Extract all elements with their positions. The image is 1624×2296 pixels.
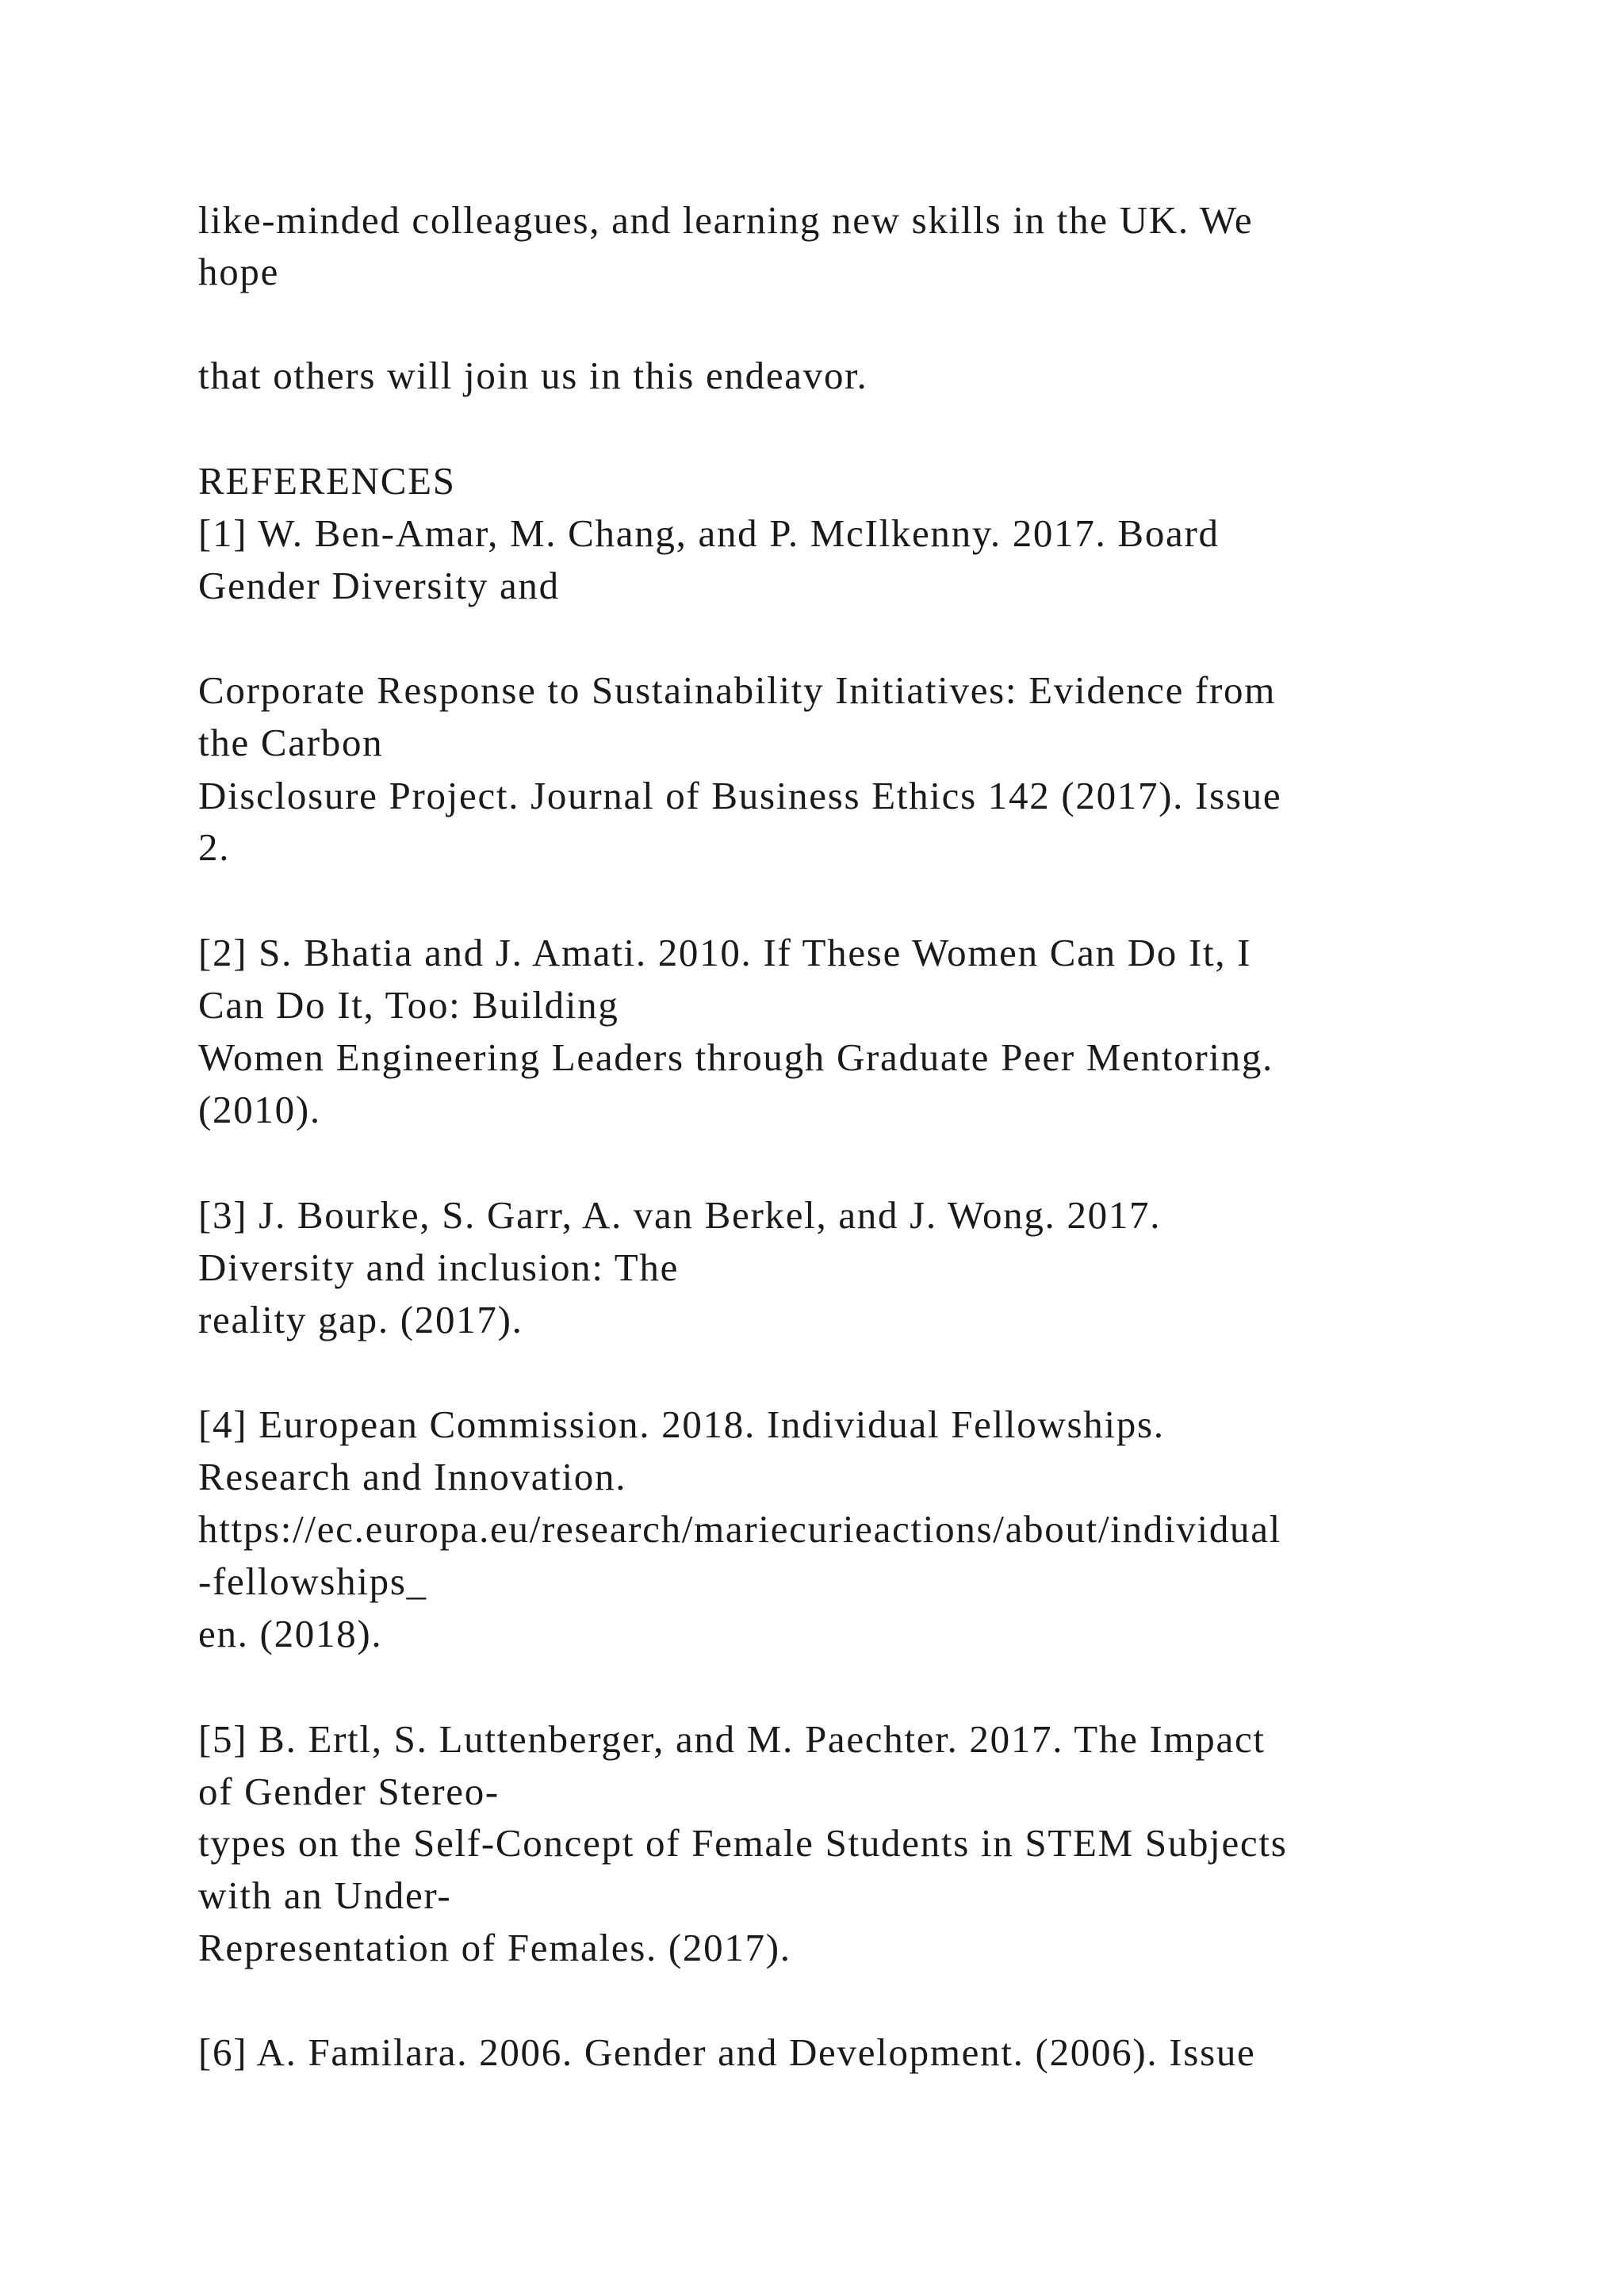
reference-line: Women Engineering Leaders through Graduate Peer Mentoring. — [198, 1035, 1274, 1079]
reference-line: Research and Innovation. — [198, 1455, 627, 1498]
body-text-line: hope — [198, 250, 280, 293]
reference-line: Gender Diversity and — [198, 564, 560, 607]
reference-line: the Carbon — [198, 721, 384, 764]
reference-line: Corporate Response to Sustainability Initiatives: Evidence from — [198, 668, 1277, 712]
reference-line: [6] A. Familara. 2006. Gender and Development. (2006). Issue — [198, 2030, 1256, 2074]
reference-line: (2010). — [198, 1088, 321, 1131]
reference-line: Can Do It, Too: Building — [198, 983, 619, 1027]
reference-line: [5] B. Ertl, S. Luttenberger, and M. Paechter. 2017. The Impact — [198, 1717, 1266, 1761]
reference-line: [3] J. Bourke, S. Garr, A. van Berkel, and J. Wong. 2017. — [198, 1193, 1162, 1237]
reference-line: 2. — [198, 825, 231, 869]
reference-line: [1] W. Ben-Amar, M. Chang, and P. McIlkenny. 2017. Board — [198, 511, 1220, 555]
reference-line: [4] European Commission. 2018. Individual Fellowships. — [198, 1402, 1165, 1446]
reference-line: reality gap. (2017). — [198, 1298, 523, 1341]
reference-line: Representation of Females. (2017). — [198, 1926, 791, 1969]
reference-line: types on the Self-Concept of Female Students in STEM Subjects — [198, 1821, 1288, 1865]
reference-url-line: https://ec.europa.eu/research/mariecurieactions/about/individual — [198, 1507, 1281, 1551]
reference-url-line: -fellowships_ — [198, 1559, 427, 1603]
reference-line: Disclosure Project. Journal of Business Ethics 142 (2017). Issue — [198, 774, 1282, 817]
reference-line: Diversity and inclusion: The — [198, 1246, 680, 1289]
references-heading: REFERENCES — [198, 459, 456, 503]
body-text-line: like-minded colleagues, and learning new skills in the UK. We — [198, 198, 1254, 242]
reference-line: with an Under- — [198, 1873, 452, 1917]
reference-line: en. (2018). — [198, 1612, 383, 1655]
reference-line: of Gender Stereo- — [198, 1770, 500, 1813]
reference-line: [2] S. Bhatia and J. Amati. 2010. If These Women Can Do It, I — [198, 931, 1252, 974]
body-text-line: that others will join us in this endeavor. — [198, 354, 868, 397]
